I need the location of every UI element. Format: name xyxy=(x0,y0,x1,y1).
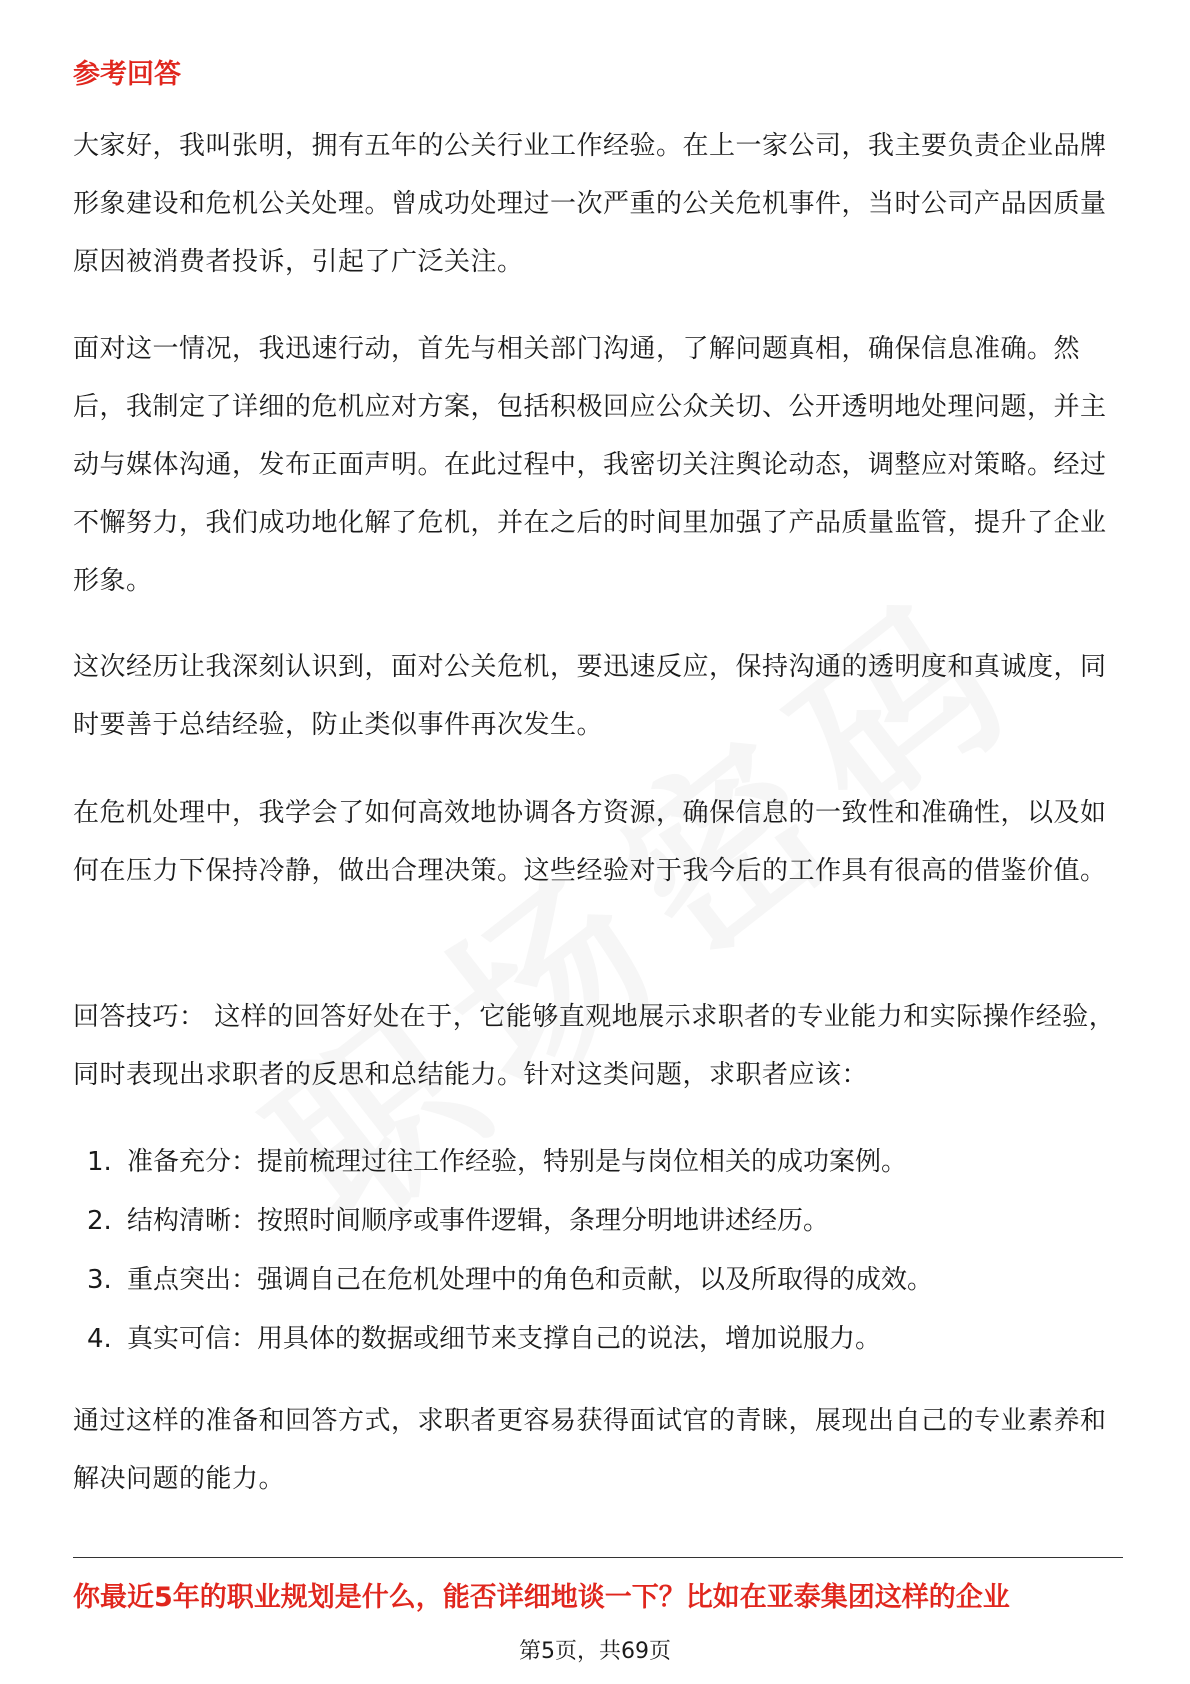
list-item-number: 3. xyxy=(87,1265,112,1295)
list-item-number: 1. xyxy=(87,1147,112,1177)
list-item-text: 准备充分：提前梳理过往工作经验，特别是与岗位相关的成功案例。 xyxy=(127,1147,908,1177)
list-item-text: 结构清晰：按照时间顺序或事件逻辑，条理分明地讲述经历。 xyxy=(127,1206,830,1236)
answer-paragraph-3: 这次经历让我深刻认识到，面对公关危机，要迅速反应，保持沟通的透明度和真诚度，同时要善于总结经验，防止类似事件再次发生。 xyxy=(73,652,1107,740)
answer-paragraph-1: 大家好，我叫张明，拥有五年的公关行业工作经验。在上一家公司，我主要负责企业品牌形象建设和危机公关处理。曾成功处理过一次严重的公关危机事件，当时公司产品因质量原因被消费者投诉，引起了广泛关注。 xyxy=(73,131,1107,277)
section-title: 参考回答 xyxy=(73,59,181,90)
answer-conclusion: 通过这样的准备和回答方式，求职者更容易获得面试官的青睐，展现出自己的专业素养和解决问题的能力。 xyxy=(73,1406,1107,1494)
tips-list xyxy=(87,1133,933,1369)
divider xyxy=(73,1557,1123,1558)
list-item-number: 4. xyxy=(87,1324,112,1354)
next-question-title: 你最近5年的职业规划是什么，能否详细地谈一下？比如在亚泰集团这样的企业 xyxy=(73,1582,1010,1613)
list-item-text: 重点突出：强调自己在危机处理中的角色和贡献，以及所取得的成效。 xyxy=(127,1265,934,1295)
list-item xyxy=(87,1251,933,1310)
list-item-text: 真实可信：用具体的数据或细节来支撑自己的说法，增加说服力。 xyxy=(127,1324,882,1354)
answer-tips-intro: 回答技巧： 这样的回答好处在于，它能够直观地展示求职者的专业能力和实际操作经验，同时表现出求职者的反思和总结能力。针对这类问题，求职者应该： xyxy=(73,1002,1116,1090)
answer-paragraph-4: 在危机处理中，我学会了如何高效地协调各方资源，确保信息的一致性和准确性，以及如何在压力下保持冷静，做出合理决策。这些经验对于我今后的工作具有很高的借鉴价值。 xyxy=(73,798,1107,886)
list-item xyxy=(87,1133,933,1192)
answer-paragraph-2: 面对这一情况，我迅速行动，首先与相关部门沟通，了解问题真相，确保信息准确。然后，我制定了详细的危机应对方案，包括积极回应公众关切、公开透明地处理问题，并主动与媒体沟通，发布正面声明。在此过程中，我密切关注舆论动态，调整应对策略。经过不懈努力，我们成功地化解了危机，并在之后的时间里加强了产品质量监管，提升了企业形象。 xyxy=(73,334,1107,596)
page-number: 第5页，共69页 xyxy=(519,1639,671,1664)
list-item xyxy=(87,1192,933,1251)
list-item xyxy=(87,1310,933,1369)
list-item-number: 2. xyxy=(87,1206,112,1236)
